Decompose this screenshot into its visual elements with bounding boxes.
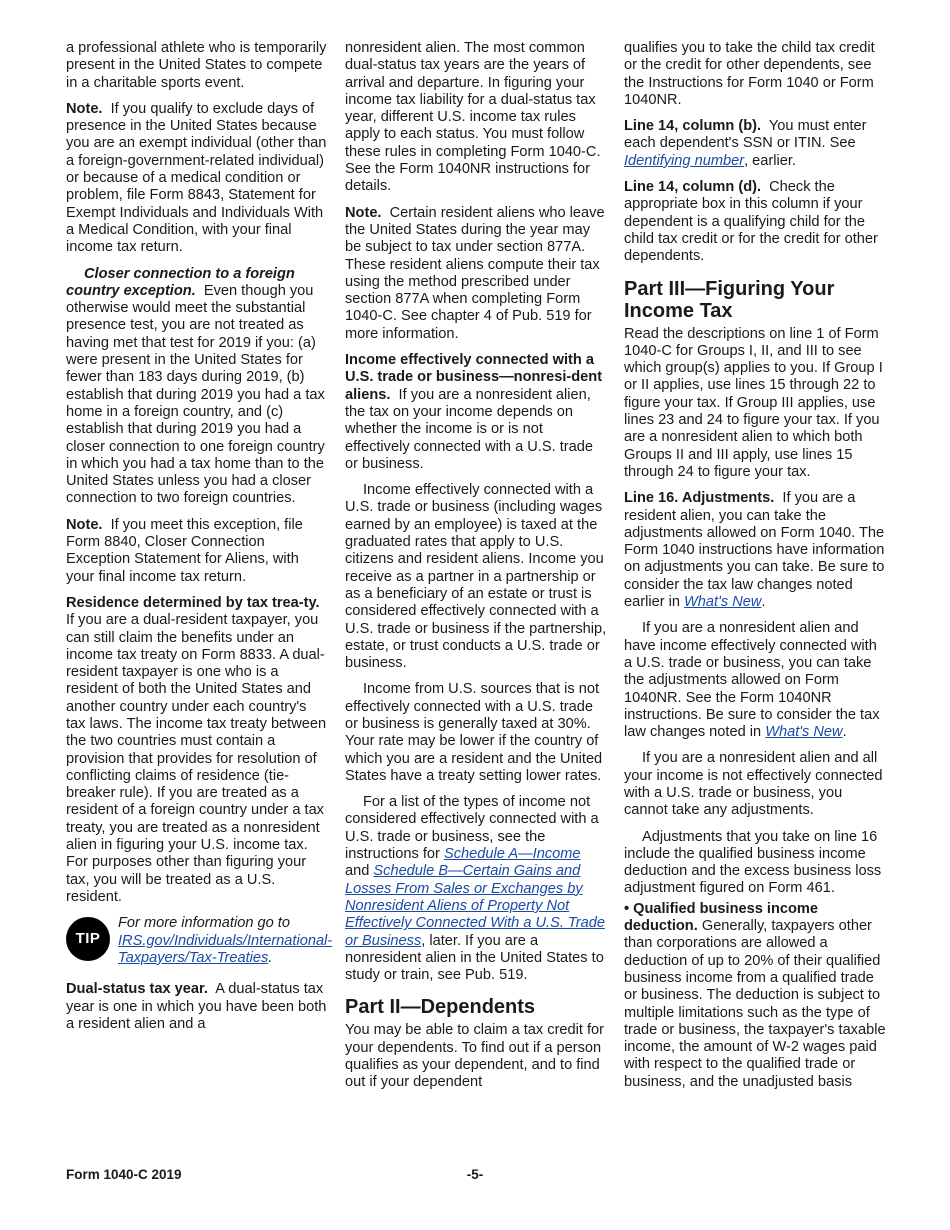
part-2-text: You may be able to claim a tax credit for your dependents. To find out if a person qualifies as your dependent, and to find out if your dependent	[345, 1022, 605, 1091]
paragraph-income-list: For a list of the types of income not considered effectively connected with a U.S. trade or business, see the instructions for Schedule A—Income and Schedule B—Certain Gains and Losses From Sales or Exchanges by Nonresident Aliens of Property Not Effectively Connected With a U.S. Trade or Business, later. If you are a nonresident alien in the United States to study or train, see Pub. 519.	[345, 794, 605, 984]
column-3	[624, 40, 886, 1100]
footer-page-number: -5-	[466, 1167, 484, 1182]
dual-status-text: A dual-status tax year is one in which you have been both a resident alien and a	[66, 981, 327, 1032]
residence-treaty-text: If you are a dual-resident taxpayer, you can still claim the benefits under an income tax treaty on Form 8833. A dual-resident taxpayer is one who is a resident of both the United States and another country under each country's tax laws. The income tax treaty between the two countries must contain a provision that provides for resolution of conflicting claims of residence (tie-breaker rule). If you are treated as a resident of a foreign country under a tax treaty, you are treated as a nonresident alien in figuring your U.S. income tax. For purposes other than figuring your tax, you will be treated as a U.S. resident.	[66, 612, 327, 905]
qbi-heading: Qualified business income deduction.	[624, 900, 819, 935]
tip-link-tax-treaties[interactable]: IRS.gov/Individuals/International-Taxpayers/Tax-Treaties	[118, 932, 333, 966]
note-text: If you meet this exception, file Form 8840, Closer Connection Exception Statement for Aliens, with your final income tax return.	[66, 516, 303, 585]
dual-status-heading: Dual-status tax year.	[66, 981, 208, 998]
residence-treaty-section	[66, 595, 328, 906]
part-3-heading: Part III—Figuring Your Income Tax	[624, 277, 835, 322]
eci-text: If you are a nonresident alien, the tax on your income depends on whether the income is or is not effectively connected with a U.S. trade or business.	[345, 386, 593, 472]
part-2-heading: Part II—Dependents	[345, 996, 536, 1019]
tip-text: For more information go to IRS.gov/Individuals/International-Taxpayers/Tax-Treaties.	[118, 915, 333, 966]
tip-icon: TIP	[66, 917, 110, 961]
paragraph-athlete: a professional athlete who is temporarily present in the United States to compete in a charitable sports event.	[66, 40, 327, 91]
closer-connection-section	[66, 266, 328, 508]
note-label: Note.	[66, 516, 103, 533]
note-section-877a	[345, 205, 607, 343]
note-exempt-individual	[66, 101, 328, 257]
link-whats-new[interactable]: What's New	[684, 594, 762, 611]
qbi-text: Generally, taxpayers other than corporations are allowed a deduction of up to 20% of their qualified business income from a qualified trade or business. The deduction is subject to multiple limitations such as the type of trade or business, the taxpayer's taxable income, the amount of W-2 wages paid with respect to the qualified trade or business, and the unadjusted basis	[624, 918, 886, 1090]
line-14d-section	[624, 179, 886, 265]
eci-section	[345, 352, 607, 473]
line-14b-heading: Line 14, column (b).	[624, 118, 762, 135]
link-identifying-number[interactable]: Identifying number	[624, 152, 745, 169]
qbi-section	[624, 901, 886, 1091]
line-14d-text: Check the appropriate box in this column if your dependent is a qualifying child for the child tax credit or for the credit for other dependents.	[624, 179, 878, 265]
closer-connection-heading: Closer connection to a foreign country exception.	[66, 265, 295, 299]
note-text: Certain resident aliens who leave the United States during the year may be subject to tax under section 877A. These resident aliens compute their tax using the method prescribed under section 877A when completing Form 1040-C. See chapter 4 of Pub. 519 for more information.	[345, 204, 605, 342]
link-schedule-a[interactable]: Schedule A—Income	[443, 846, 581, 863]
paragraph-adjustments-line-16: Adjustments that you take on line 16 include the qualified business income deduction and the excess business loss adjustment figured on Form 461.	[624, 828, 882, 897]
footer-form-label: Form 1040-C 2019	[66, 1167, 182, 1182]
line-14b-section: Line 14, column (b). You must enter each dependent's SSN or ITIN. See Identifying number, earlier.	[624, 118, 867, 169]
column-2	[345, 40, 607, 1101]
paragraph-eci-taxed: Income effectively connected with a U.S. trade or business (including wages earned by an employee) is taxed at the graduated rates that apply to U.S. citizens and resident aliens. Income you receive as a partner in a partnership or as a beneficiary of an estate or trust is considered effectively connected with a U.S. trade or business if the partnership, estate, or trust conducts a U.S. trade or business.	[345, 482, 607, 672]
paragraph-dual-status-cont: nonresident alien. The most common dual-status tax years are the years of arrival and departure. In figuring your income tax liability for a dual-status tax year, different U.S. income tax rules apply to each status. You must follow these rules in completing Form 1040-C. See the Form 1040NR instructions for details.	[345, 40, 601, 195]
note-text: If you qualify to exclude days of presence in the United States because you are an exempt individual (other than a foreign-government-related individual) or because of a medical condition or problem, file Form 8843, Statement for Exempt Individuals and Individuals With a Medical Condition, with your final income tax return.	[66, 100, 327, 256]
link-whats-new[interactable]: What's New	[765, 724, 843, 741]
eci-heading: Income effectively connected with a U.S. trade or business—nonresi-dent aliens.	[345, 352, 603, 403]
residence-treaty-heading: Residence determined by tax trea-ty.	[66, 594, 320, 611]
link-schedule-b[interactable]: Schedule B—Certain Gains and Losses From Sales or Exchanges by Nonresident Aliens of Property Not Effectively Connected With a U.S. Trade or Business	[345, 863, 605, 949]
part-3-text: Read the descriptions on line 1 of Form 1040-C for Groups I, II, and III to see which group(s) applies to you. If Group I or II applies, use lines 15 through 22 to figure your tax. If Group III applies, use lines 23 and 24 to figure your tax. If you are a nonresident alien to which both Groups II and III apply, use lines 15 through 24 to figure your tax.	[624, 325, 883, 480]
paragraph-nra-adjustments: If you are a nonresident alien and have income effectively connected with a U.S. trade or business, you can take the adjustments allowed on Form 1040NR. See the Form 1040NR instructions. Be sure to consider the tax law changes noted in What's New.	[624, 620, 880, 741]
note-label: Note.	[66, 100, 103, 117]
line-14d-heading: Line 14, column (d).	[624, 179, 762, 196]
paragraph-us-source-30: Income from U.S. sources that is not effectively connected with a U.S. trade or business is generally taxed at 30%. Your rate may be lower if the country of which you are a resident and the United States have a treaty setting lower rates.	[345, 681, 603, 784]
paragraph-dependents-cont: qualifies you to take the child tax credit or the credit for other dependents, see the Instructions for Form 1040 or Form 1040NR.	[624, 40, 875, 108]
note-label: Note.	[345, 204, 382, 221]
closer-connection-text: Even though you otherwise would meet the substantial presence test, you are not treated as having met that test for 2019 if you: (a) were present in the United States for fewer than 183 days during 2019, (b) establish that during 2019 you had a tax home in a foreign country, and (c) establish that during 2019 you had a closer connection to one foreign country in which you had a tax home than to the United States unless you had a closer connection to two foreign countries.	[66, 282, 325, 507]
line-16-section: Line 16. Adjustments. If you are a resident alien, you can take the adjustments allowed on Form 1040. The Form 1040 instructions have information on adjustments you can take. Be sure to consider the tax law changes noted earlier in What's New.	[624, 490, 885, 611]
column-1	[66, 40, 333, 1042]
tip-box	[66, 915, 333, 967]
note-form-8840	[66, 517, 328, 586]
paragraph-no-adjustments: If you are a nonresident alien and all your income is not effectively connected with a U.S. trade or business, you cannot take any adjustments.	[624, 750, 883, 819]
bullet-icon: •	[624, 900, 630, 917]
line-16-heading: Line 16. Adjustments.	[624, 490, 775, 507]
dual-status-section	[66, 981, 328, 1033]
